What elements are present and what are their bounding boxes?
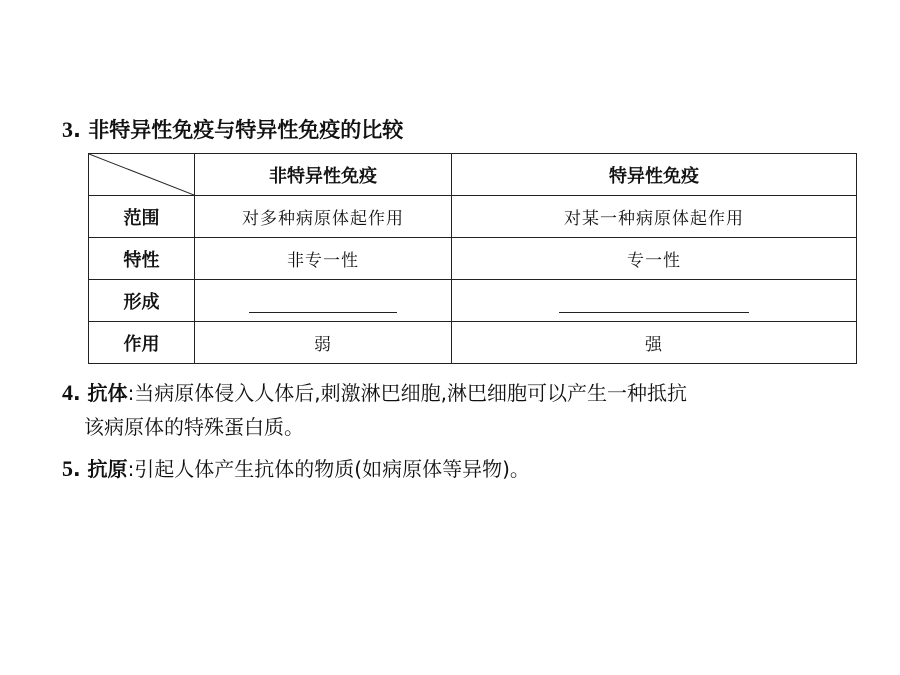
row-label-scope: 范围 xyxy=(89,196,195,238)
section-4-number: 4 xyxy=(62,380,73,405)
table-row xyxy=(89,280,857,322)
section-5-term: . 抗原 xyxy=(73,457,128,481)
row-label-formation: 形成 xyxy=(89,280,195,322)
cell-property-specific: 专一性 xyxy=(452,238,857,280)
table-corner-cell xyxy=(89,154,195,196)
section-4-paragraph xyxy=(62,376,687,444)
cell-effect-nonspecific: 弱 xyxy=(195,322,452,364)
cell-formation-specific xyxy=(452,280,857,322)
section-4-term: . 抗体 xyxy=(73,381,128,405)
row-label-effect: 作用 xyxy=(89,322,195,364)
cell-formation-nonspecific xyxy=(195,280,452,322)
table-row xyxy=(89,196,857,238)
table-header-row xyxy=(89,154,857,196)
section-5-text: :引起人体产生抗体的物质(如病原体等异物)。 xyxy=(127,457,530,481)
fill-blank-nonspecific[interactable] xyxy=(249,302,397,313)
section-4-line-2: 该病原体的特殊蛋白质。 xyxy=(84,415,304,439)
cell-effect-specific: 强 xyxy=(452,322,857,364)
column-header-specific: 特异性免疫 xyxy=(452,154,857,196)
fill-blank-specific[interactable] xyxy=(559,302,749,313)
diagonal-line xyxy=(89,154,194,195)
section-4-line-1: :当病原体侵入人体后,刺激淋巴细胞,淋巴细胞可以产生一种抵抗 xyxy=(127,381,688,405)
row-label-property: 特性 xyxy=(89,238,195,280)
section-5-number: 5 xyxy=(62,456,73,481)
section-3-number: 3 xyxy=(62,117,73,142)
cell-scope-nonspecific: 对多种病原体起作用 xyxy=(195,196,452,238)
immunity-comparison-table xyxy=(88,153,857,364)
column-header-nonspecific: 非特异性免疫 xyxy=(195,154,452,196)
table-row xyxy=(89,238,857,280)
section-5-paragraph xyxy=(62,452,530,486)
cell-property-nonspecific: 非专一性 xyxy=(195,238,452,280)
section-3-title: . 非特异性免疫与特异性免疫的比较 xyxy=(73,118,404,142)
cell-scope-specific: 对某一种病原体起作用 xyxy=(452,196,857,238)
table-row xyxy=(89,322,857,364)
section-3-heading xyxy=(62,116,403,144)
